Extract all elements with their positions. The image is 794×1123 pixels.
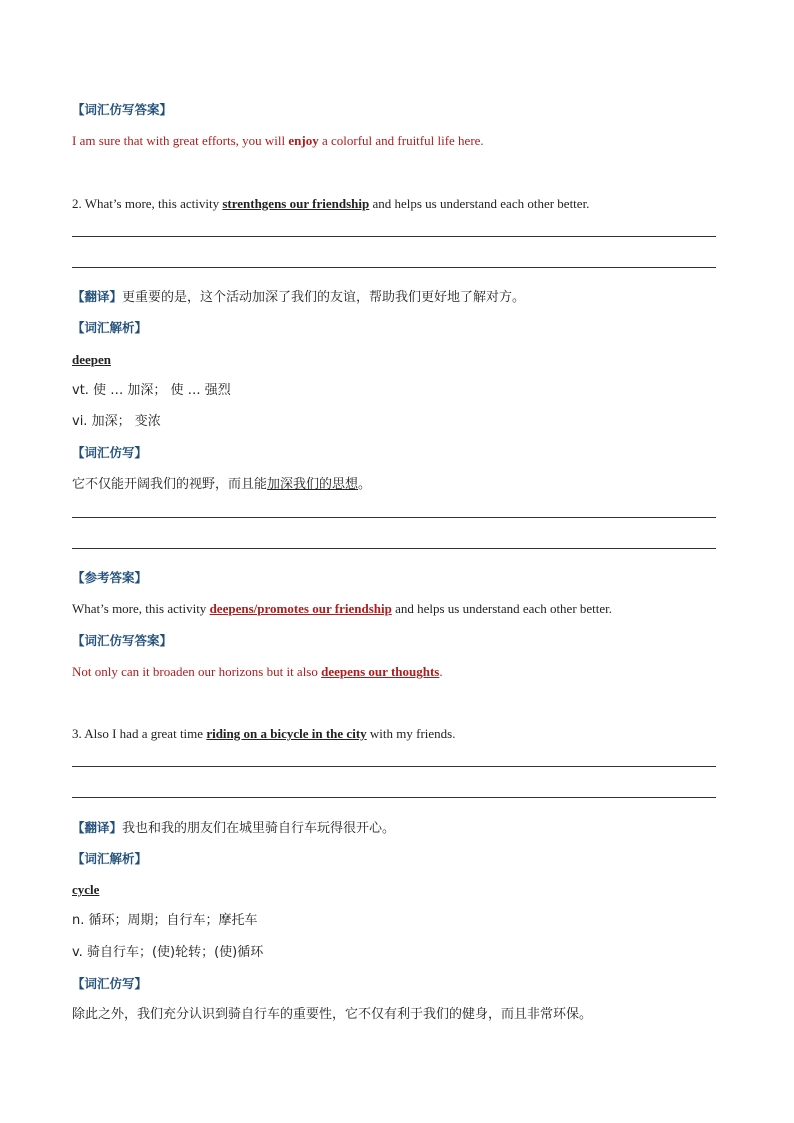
label-vocab-analysis: 【词汇解析】	[72, 851, 148, 866]
item3-def1: n. 循环；周期；自行车；摩托车	[72, 913, 258, 928]
imit-ans-post: .	[439, 664, 443, 679]
translation-text: 我也和我的朋友们在城里骑自行车玩得很开心。	[122, 821, 396, 836]
imitation-key: 加深我们的思想	[267, 477, 359, 492]
answer-line	[72, 548, 716, 549]
item3-word: cycle	[72, 882, 100, 897]
item2-sentence	[72, 195, 722, 213]
ref-key: deepens/promotes our friendship	[209, 601, 392, 616]
translation-text: 更重要的是，这个活动加深了我们的友谊，帮助我们更好地了解对方。	[122, 290, 526, 305]
item2-sentence-post: and helps us understand each other better.	[369, 196, 590, 211]
answer-line	[72, 267, 716, 268]
item2-reference-answer	[72, 600, 722, 618]
imit-ans-key: deepens our thoughts	[321, 664, 440, 679]
answer-text-post: a colorful and fruitful life here.	[318, 133, 484, 148]
item2-def2: vi. 加深； 变浓	[72, 414, 161, 429]
imitation-pre: 它不仅能开阔我们的视野，而且能	[72, 477, 268, 492]
imitation-answer-sentence	[72, 132, 722, 150]
item3-def2: v. 骑自行车；(使)轮转；(使)循环	[72, 945, 264, 960]
item2-imitation-prompt	[72, 476, 722, 494]
item3-imitation-prompt: 除此之外，我们充分认识到骑自行车的重要性，它不仅有利于我们的健身，而且非常环保。	[72, 1007, 593, 1022]
item3-sentence	[72, 725, 722, 743]
label-vocab-imitation: 【词汇仿写】	[72, 445, 148, 460]
label-vocab-imitation: 【词汇仿写】	[72, 976, 148, 991]
item2-word: deepen	[72, 352, 111, 367]
label-translation: 【翻译】	[72, 289, 123, 304]
answer-line	[72, 517, 716, 518]
imit-ans-pre: Not only can it broaden our horizons but it also	[72, 664, 322, 679]
item3-sentence-key: riding on a bicycle in the city	[206, 726, 367, 741]
label-vocab-imitation-answer: 【词汇仿写答案】	[72, 633, 173, 648]
answer-line	[72, 766, 716, 767]
item3-sentence-pre: 3. Also I had a great time	[72, 726, 207, 741]
label-reference-answer: 【参考答案】	[72, 570, 148, 585]
item2-translation	[72, 288, 722, 307]
ref-post: and helps us understand each other better.	[391, 601, 613, 616]
imitation-post: 。	[358, 477, 372, 492]
item2-imitation-answer	[72, 663, 722, 681]
label-vocab-imitation-answer: 【词汇仿写答案】	[72, 102, 173, 117]
label-translation: 【翻译】	[72, 820, 123, 835]
item3-sentence-post: with my friends.	[366, 726, 456, 741]
answer-line	[72, 797, 716, 798]
item2-def1: vt. 使 … 加深； 使 … 强烈	[72, 383, 231, 398]
item3-translation	[72, 819, 722, 838]
item2-sentence-pre: 2. What’s more, this activity	[72, 196, 223, 211]
answer-line	[72, 236, 716, 237]
answer-text-pre: I am sure that with great efforts, you will	[72, 133, 289, 148]
ref-pre: What’s more, this activity	[72, 601, 210, 616]
item2-sentence-key: strenthgens our friendship	[222, 196, 370, 211]
label-vocab-analysis: 【词汇解析】	[72, 320, 148, 335]
answer-keyword: enjoy	[288, 133, 319, 148]
